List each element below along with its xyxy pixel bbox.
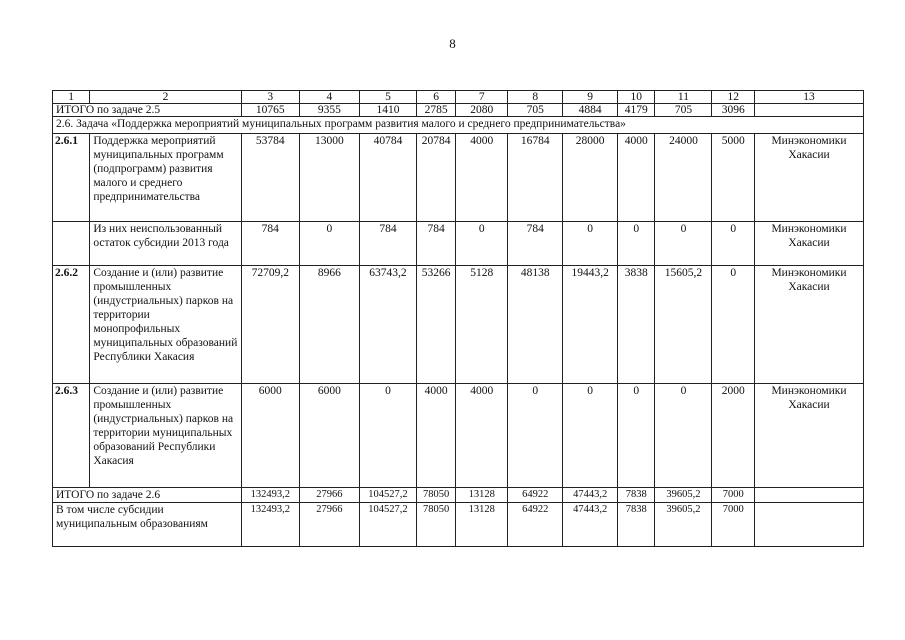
itogo-25-label: ИТОГО по задаче 2.5: [53, 104, 242, 117]
row-value: 20784: [416, 134, 455, 222]
row-value: 5128: [456, 266, 508, 384]
subsidies-row: [53, 503, 864, 547]
header-col-8: 8: [508, 91, 563, 104]
row-value: 24000: [655, 134, 712, 222]
row-name: Создание и (или) развитие промышленных (индустриальных) парков на территории монопрофильных муниципальных образований Республики Хакасия: [90, 266, 241, 384]
row-value: 0: [618, 384, 655, 488]
row-value: 5000: [712, 134, 755, 222]
row-value: 53266: [416, 266, 455, 384]
subsidies-value: 64922: [508, 503, 563, 547]
row-code: [53, 222, 90, 266]
table-row: [53, 134, 864, 222]
itogo-26-value: 7000: [712, 488, 755, 503]
row-executor: Минэкономики Хакасии: [755, 222, 864, 266]
table-row: [53, 266, 864, 384]
row-value: 3838: [618, 266, 655, 384]
itogo-26-value: 13128: [456, 488, 508, 503]
row-value: 0: [563, 384, 618, 488]
row-code: 2.6.2: [53, 266, 90, 384]
itogo-25-value: 705: [655, 104, 712, 117]
row-value: 784: [241, 222, 299, 266]
header-col-3: 3: [241, 91, 299, 104]
itogo-25-note: [755, 104, 864, 117]
itogo-26-row: [53, 488, 864, 503]
header-row: [53, 91, 864, 104]
subsidies-value: 104527,2: [359, 503, 416, 547]
itogo-26-value: 104527,2: [359, 488, 416, 503]
row-value: 0: [563, 222, 618, 266]
page-number: 8: [449, 36, 456, 51]
header-col-13: 13: [755, 91, 864, 104]
itogo-26-value: 7838: [618, 488, 655, 503]
row-value: 48138: [508, 266, 563, 384]
row-value: 0: [618, 222, 655, 266]
row-value: 8966: [299, 266, 359, 384]
row-value: 4000: [416, 384, 455, 488]
itogo-25-value: 9355: [299, 104, 359, 117]
row-value: 4000: [456, 384, 508, 488]
row-executor: Минэкономики Хакасии: [755, 384, 864, 488]
budget-table: [52, 90, 864, 547]
row-value: 16784: [508, 134, 563, 222]
row-value: 2000: [712, 384, 755, 488]
row-value: 784: [416, 222, 455, 266]
row-value: 0: [456, 222, 508, 266]
subsidies-value: 7838: [618, 503, 655, 547]
row-value: 72709,2: [241, 266, 299, 384]
itogo-26-label: ИТОГО по задаче 2.6: [53, 488, 242, 503]
subsidies-value: 78050: [416, 503, 455, 547]
row-value: 0: [712, 222, 755, 266]
subsidies-value: 27966: [299, 503, 359, 547]
subsidies-value: 13128: [456, 503, 508, 547]
row-code: 2.6.3: [53, 384, 90, 488]
header-col-5: 5: [359, 91, 416, 104]
subsidies-label: В том числе субсидии муниципальным образованиям: [53, 503, 242, 547]
subsidies-value: 7000: [712, 503, 755, 547]
table-row: [53, 222, 864, 266]
header-col-12: 12: [712, 91, 755, 104]
row-value: 6000: [299, 384, 359, 488]
row-value: 28000: [563, 134, 618, 222]
row-value: 15605,2: [655, 266, 712, 384]
itogo-25-value: 4884: [563, 104, 618, 117]
subsidies-value: 47443,2: [563, 503, 618, 547]
subsidies-note: [755, 503, 864, 547]
row-value: 63743,2: [359, 266, 416, 384]
header-col-10: 10: [618, 91, 655, 104]
subsidies-value: 132493,2: [241, 503, 299, 547]
header-col-1: 1: [53, 91, 90, 104]
header-col-4: 4: [299, 91, 359, 104]
itogo-25-value: 4179: [618, 104, 655, 117]
itogo-25-value: 2785: [416, 104, 455, 117]
row-value: 784: [508, 222, 563, 266]
row-value: 4000: [456, 134, 508, 222]
row-value: 4000: [618, 134, 655, 222]
row-value: 0: [655, 222, 712, 266]
row-code: 2.6.1: [53, 134, 90, 222]
header-col-9: 9: [563, 91, 618, 104]
header-col-6: 6: [416, 91, 455, 104]
itogo-25-row: [53, 104, 864, 117]
row-value: 13000: [299, 134, 359, 222]
row-name: Создание и (или) развитие промышленных (индустриальных) парков на территории муниципальных образований Республики Хакасия: [90, 384, 241, 488]
header-col-7: 7: [456, 91, 508, 104]
header-col-2: 2: [90, 91, 241, 104]
row-value: 53784: [241, 134, 299, 222]
table-row: [53, 384, 864, 488]
row-value: 0: [508, 384, 563, 488]
row-executor: Минэкономики Хакасии: [755, 266, 864, 384]
itogo-26-value: 27966: [299, 488, 359, 503]
subsidies-value: 39605,2: [655, 503, 712, 547]
itogo-25-value: 2080: [456, 104, 508, 117]
itogo-26-value: 64922: [508, 488, 563, 503]
row-value: 0: [655, 384, 712, 488]
itogo-25-value: 3096: [712, 104, 755, 117]
section-26-row: [53, 117, 864, 134]
row-value: 40784: [359, 134, 416, 222]
row-name: Поддержка мероприятий муниципальных программ (подпрограмм) развития малого и среднего предпринимательства: [90, 134, 241, 222]
row-value: 0: [359, 384, 416, 488]
row-value: 6000: [241, 384, 299, 488]
itogo-25-value: 1410: [359, 104, 416, 117]
row-value: 0: [299, 222, 359, 266]
row-value: 19443,2: [563, 266, 618, 384]
itogo-26-value: 78050: [416, 488, 455, 503]
row-name: Из них неиспользованный остаток субсидии 2013 года: [90, 222, 241, 266]
itogo-25-value: 705: [508, 104, 563, 117]
section-26-title: 2.6. Задача «Поддержка мероприятий муниципальных программ развития малого и среднего предпринимательства»: [53, 117, 864, 134]
itogo-25-value: 10765: [241, 104, 299, 117]
header-col-11: 11: [655, 91, 712, 104]
itogo-26-value: 39605,2: [655, 488, 712, 503]
itogo-26-value: 47443,2: [563, 488, 618, 503]
itogo-26-note: [755, 488, 864, 503]
row-value: 784: [359, 222, 416, 266]
itogo-26-value: 132493,2: [241, 488, 299, 503]
row-value: 0: [712, 266, 755, 384]
row-executor: Минэкономики Хакасии: [755, 134, 864, 222]
